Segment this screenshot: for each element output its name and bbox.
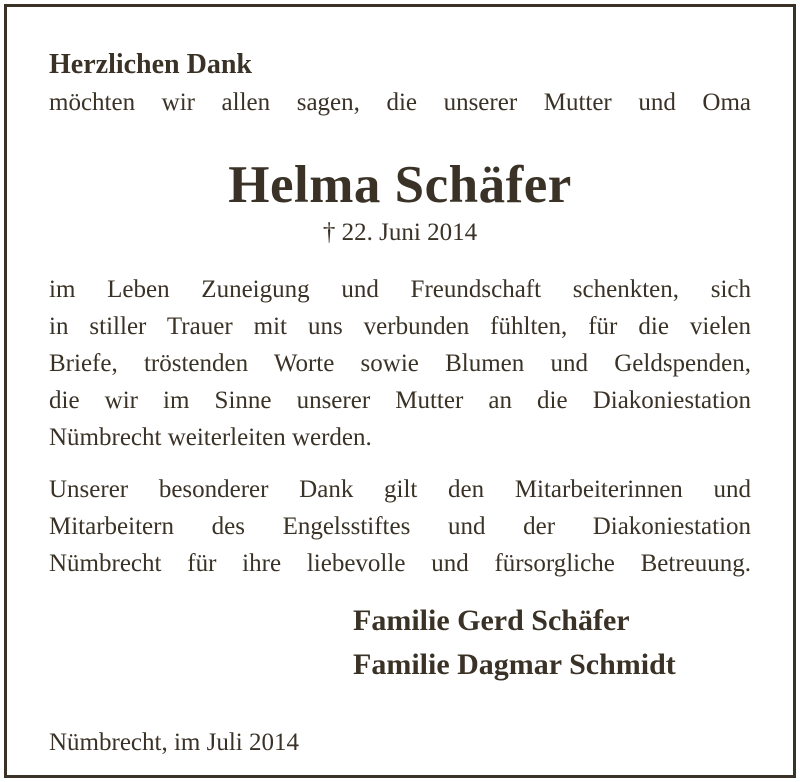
death-date: † 22. Juni 2014: [322, 219, 478, 246]
paragraph-line: die wir im Sinne unserer Mutter an die Diakoniestation: [49, 387, 751, 414]
paragraph-line: im Leben Zuneigung und Freundschaft schenkten, sich: [49, 276, 751, 303]
paragraph-line: Nümbrecht für ihre liebevolle und fürsorgliche Betreuung.: [49, 550, 751, 577]
paragraph-thanks: [49, 271, 751, 456]
signature-family-gerd: Familie Gerd Schäfer: [353, 604, 630, 637]
notice-heading: Herzlichen Dank: [49, 49, 252, 80]
notice-frame: [4, 4, 796, 778]
paragraph-line: Mitarbeitern des Engelsstiftes und der Diakoniestation: [49, 513, 751, 540]
paragraph-special-thanks: [49, 471, 751, 582]
signature-block: [353, 599, 676, 687]
place-and-date: Nümbrecht, im Juli 2014: [49, 729, 299, 756]
paragraph-line: Nümbrecht weiterleiten werden.: [49, 424, 372, 451]
paragraph-line: in stiller Trauer mit uns verbunden fühlten, für die vielen: [49, 313, 751, 340]
paragraph-line: Briefe, tröstenden Worte sowie Blumen und Geldspenden,: [49, 350, 751, 377]
notice-content: [49, 7, 751, 775]
notice-intro: möchten wir allen sagen, die unserer Mutter und Oma: [49, 89, 751, 116]
signature-family-dagmar: Familie Dagmar Schmidt: [353, 648, 676, 681]
paragraph-line: Unserer besonderer Dank gilt den Mitarbeiterinnen und: [49, 476, 751, 503]
deceased-name: Helma Schäfer: [228, 156, 572, 214]
